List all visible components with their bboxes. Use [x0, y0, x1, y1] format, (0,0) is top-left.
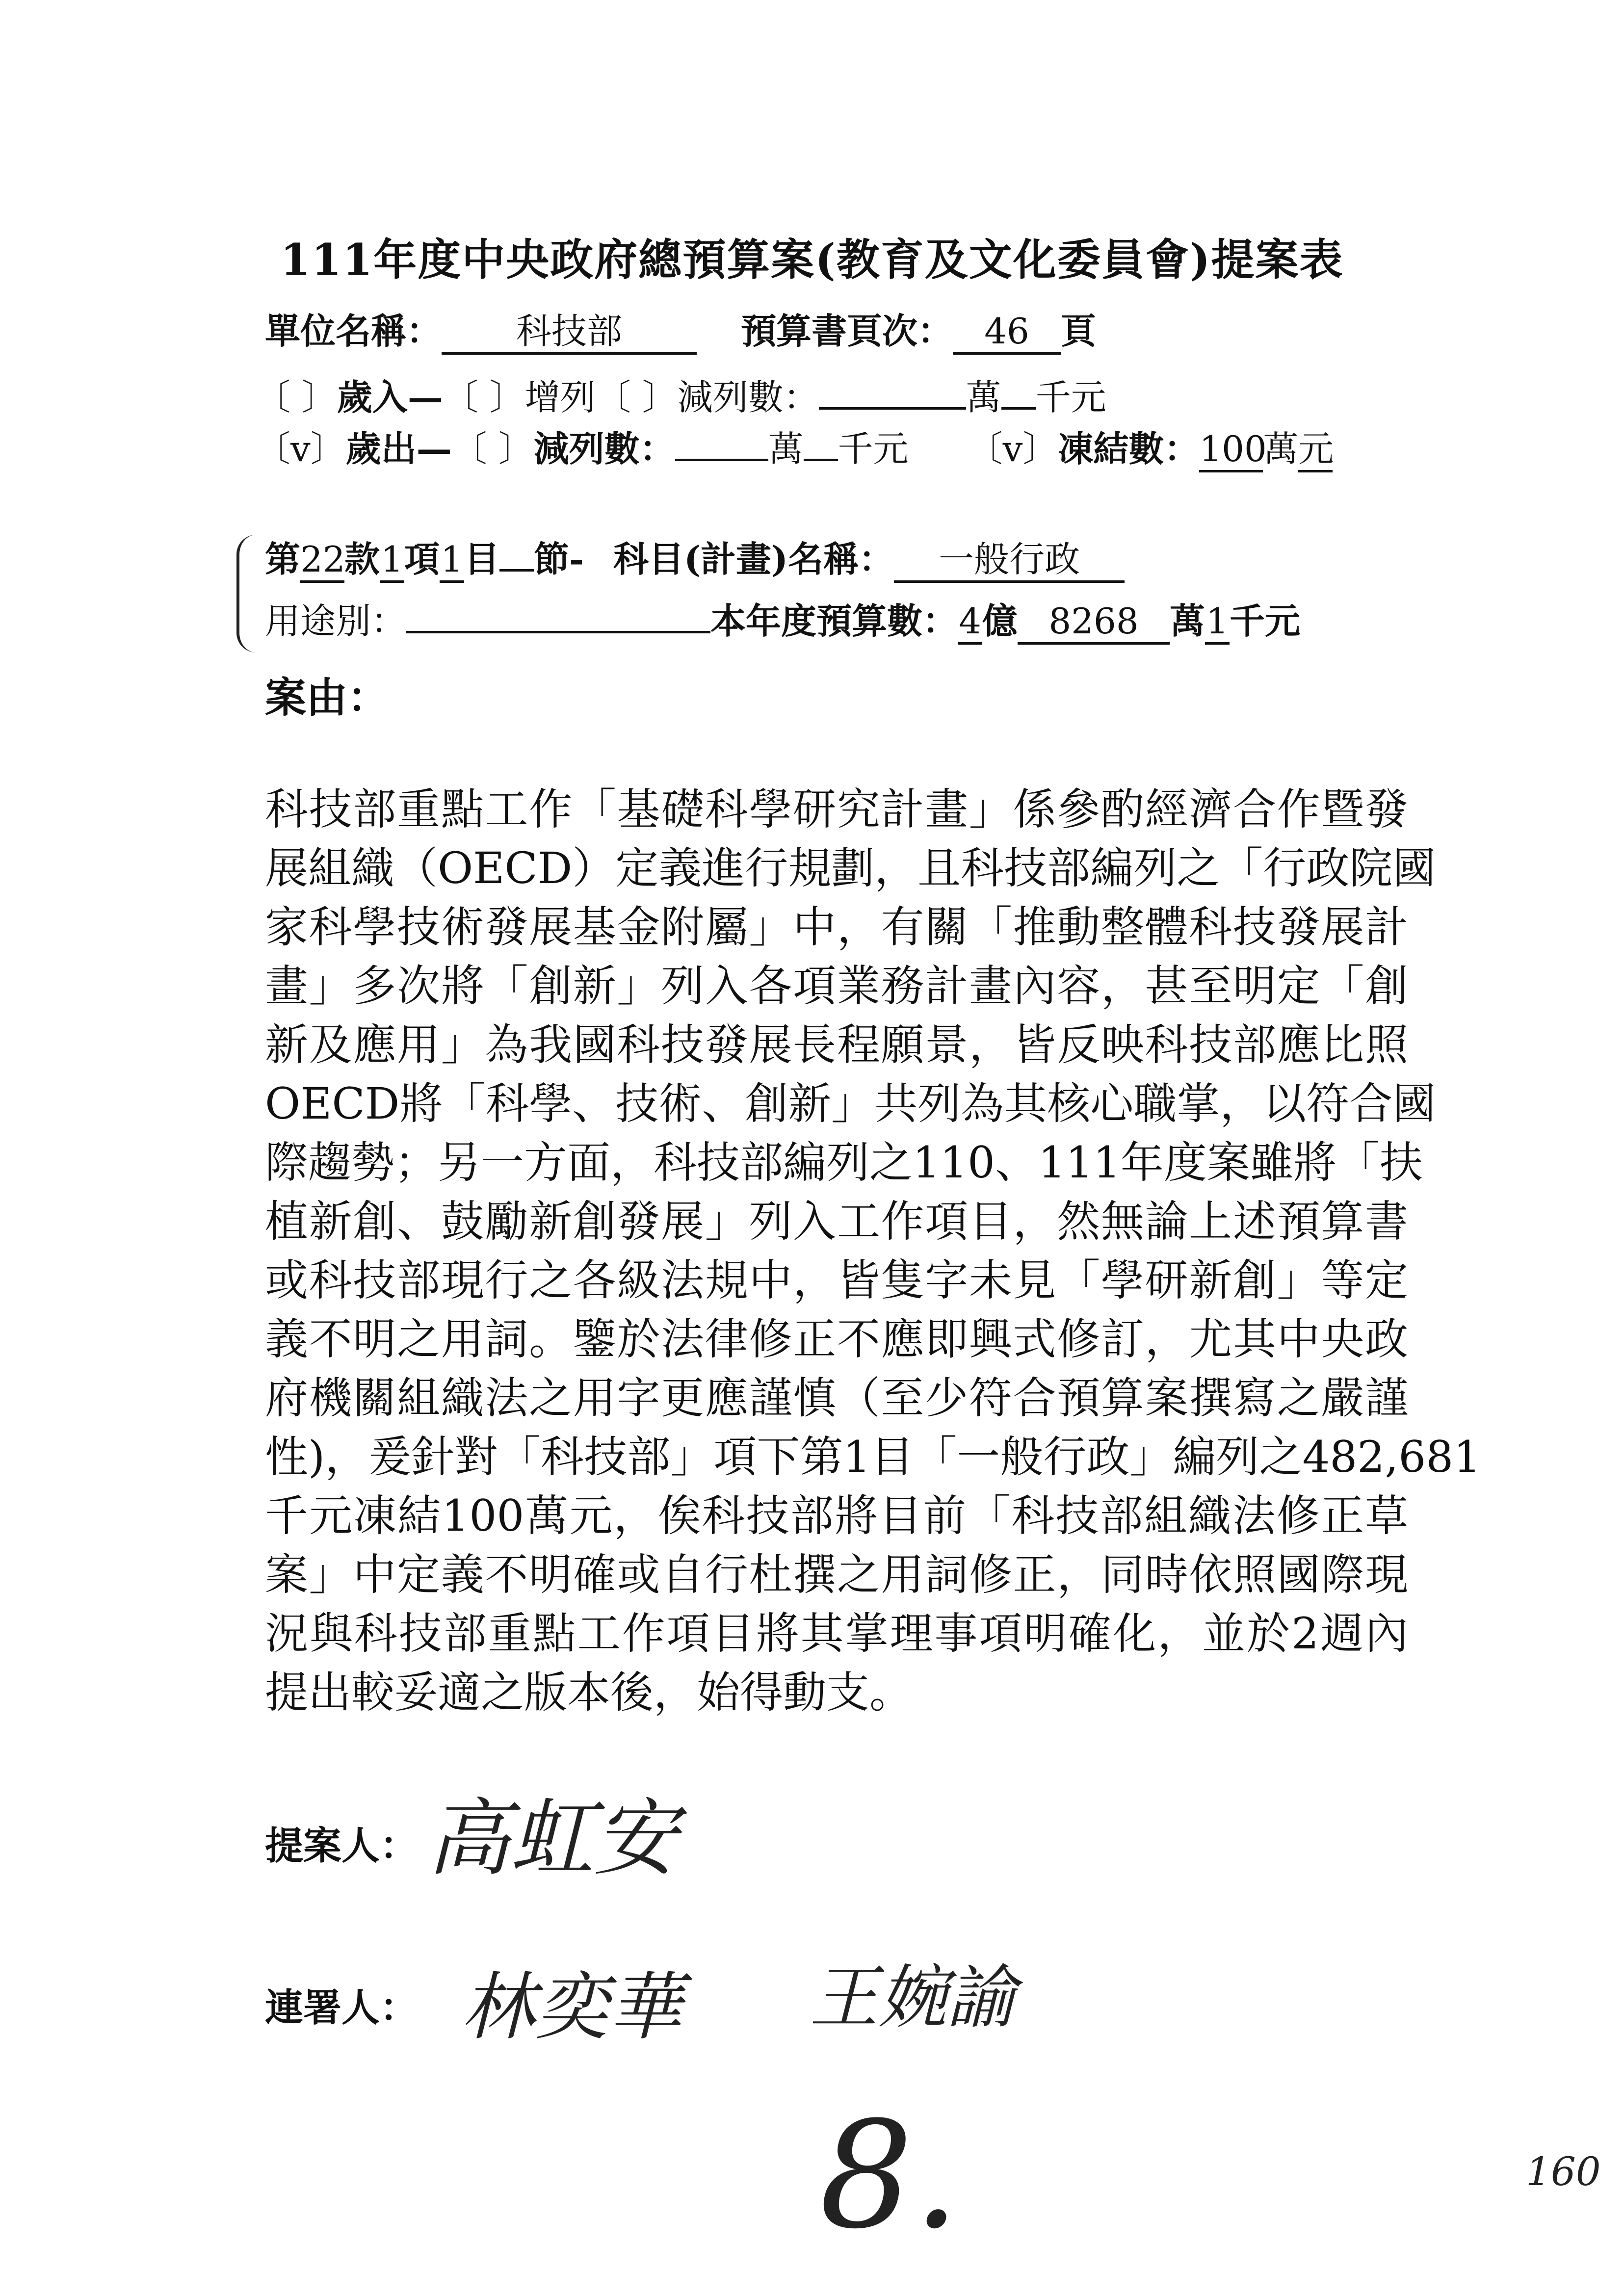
page-number: 160 [1526, 2149, 1601, 2194]
mu-value: 1 [440, 538, 464, 583]
freeze-label: 凍結數： [1058, 428, 1200, 470]
proposer-label: 提案人： [265, 1824, 419, 1868]
wan-unit: 萬 [966, 377, 1001, 418]
exp-decrease-checkbox[interactable]: 〔 〕 [451, 428, 534, 470]
reason-line: 展組織（OECD）定義進行規劃，且科技部編列之「行政院國 [265, 843, 1436, 893]
revenue-qian-field [1001, 407, 1036, 410]
yi-label: 億 [982, 600, 1018, 642]
usage-row [265, 597, 1300, 646]
reason-line: 府機關組織法之用字更應謹慎（至少符合預算案撰寫之嚴謹 [265, 1373, 1408, 1423]
kuan-value: 22 [300, 538, 344, 583]
freeze-value: 100 [1199, 428, 1263, 472]
reason-line: 或科技部現行之各級法規中，皆隻字未見「學研新創」等定 [265, 1255, 1408, 1305]
proposer-signature: 高虹安 [427, 1790, 678, 1887]
bracket-decoration [236, 535, 259, 652]
revenue-label: 歲入— [337, 376, 443, 418]
cosigner-signature: 林奕華 [461, 1965, 682, 2050]
expenditure-label: 歲出— [345, 428, 452, 470]
reason-line: 畫」多次將「創新」列入各項業務計畫內容，甚至明定「創 [265, 961, 1408, 1011]
reason-line: 植新創、鼓勵新創發展」列入工作項目，然無論上述預算書 [265, 1196, 1408, 1247]
increase-label: 增列 [524, 377, 596, 418]
usage-label: 用途別： [265, 600, 407, 642]
mu-label: 目 [464, 538, 500, 580]
decrease-label: 減列數： [677, 377, 819, 418]
qian-label: 千元 [1230, 600, 1301, 642]
decrease-checkbox[interactable]: 〔 〕 [595, 377, 678, 418]
expenditure-row [255, 424, 1333, 473]
reason-line: 科技部重點工作「基礎科學研究計畫」係參酌經濟合作暨發 [265, 784, 1408, 835]
reason-line: 性)，爰針對「科技部」項下第1目「一般行政」編列之482,681 [265, 1432, 1481, 1482]
page-value: 46 [953, 310, 1061, 355]
expenditure-checkbox[interactable]: 〔v〕 [255, 428, 346, 470]
reason-line: 際趨勢；另一方面，科技部編列之110、111年度案雖將「扶 [265, 1137, 1423, 1188]
reason-line: 案」中定義不明確或自行杜撰之用詞修正，同時依照國際現 [265, 1549, 1408, 1600]
page-suffix: 頁 [1061, 310, 1097, 352]
handwritten-number: 8. [819, 2090, 960, 2261]
exp-qian-field [804, 459, 838, 461]
reason-line: OECD將「科學、技術、創新」共列為其核心職掌，以符合國 [265, 1078, 1436, 1129]
revenue-wan-field [819, 407, 966, 410]
freeze-checkbox[interactable]: 〔v〕 [967, 428, 1058, 470]
budget-label: 本年度預算數： [710, 600, 958, 642]
cosigner-label: 連署人： [265, 1985, 419, 2030]
usage-value [406, 631, 710, 633]
qian-unit: 千元 [1035, 377, 1106, 418]
revenue-row [255, 373, 1106, 422]
wan-unit: 萬 [768, 428, 804, 470]
qian-value: 1 [1205, 600, 1230, 645]
cosigner-signature: 王婉諭 [810, 1958, 1016, 2038]
wan-label: 萬 [1170, 600, 1205, 642]
xiang-value: 1 [380, 538, 404, 583]
jie-value [499, 569, 534, 572]
page-label: 預算書頁次： [741, 310, 953, 352]
name-value: 一般行政 [894, 538, 1125, 583]
reason-line: 家科學技術發展基金附屬」中，有關「推動整體科技發展計 [265, 902, 1408, 952]
document-title: 111年度中央政府總預算案(教育及文化委員會)提案表 [280, 234, 1344, 285]
reason-line: 況與科技部重點工作項目將其掌理事項明確化，並於2週內 [265, 1608, 1408, 1659]
unit-value: 科技部 [442, 310, 697, 355]
yi-value: 4 [958, 600, 982, 645]
exp-wan-field [675, 459, 768, 461]
unit-label: 單位名稱： [265, 310, 442, 352]
reason-label: 案由： [265, 673, 389, 722]
jie-label: 節- [534, 538, 584, 580]
freeze-wan: 萬 [1263, 428, 1299, 470]
increase-checkbox[interactable]: 〔 〕 [443, 377, 525, 418]
reason-line: 義不明之用詞。鑒於法律修正不應即興式修訂，尤其中央政 [265, 1314, 1408, 1364]
name-label: 科目(計畫)名稱： [613, 538, 894, 580]
freeze-yuan: 元 [1298, 428, 1333, 472]
reason-line: 千元凍結100萬元，俟科技部將目前「科技部組織法修正草 [265, 1490, 1408, 1541]
item-row [265, 535, 1125, 584]
wan-value: 8268 [1018, 600, 1170, 645]
reason-line: 提出較妥適之版本後，始得動支。 [265, 1667, 913, 1718]
di-label: 第 [265, 538, 301, 580]
unit-row [265, 307, 1096, 356]
qian-unit: 千元 [838, 428, 909, 470]
reason-line: 新及應用」為我國科技發展長程願景，皆反映科技部應比照 [265, 1019, 1408, 1070]
revenue-checkbox[interactable]: 〔 〕 [255, 377, 337, 418]
exp-decrease-label: 減列數： [533, 428, 675, 470]
kuan-label: 款 [344, 538, 380, 580]
xiang-label: 項 [404, 538, 440, 580]
